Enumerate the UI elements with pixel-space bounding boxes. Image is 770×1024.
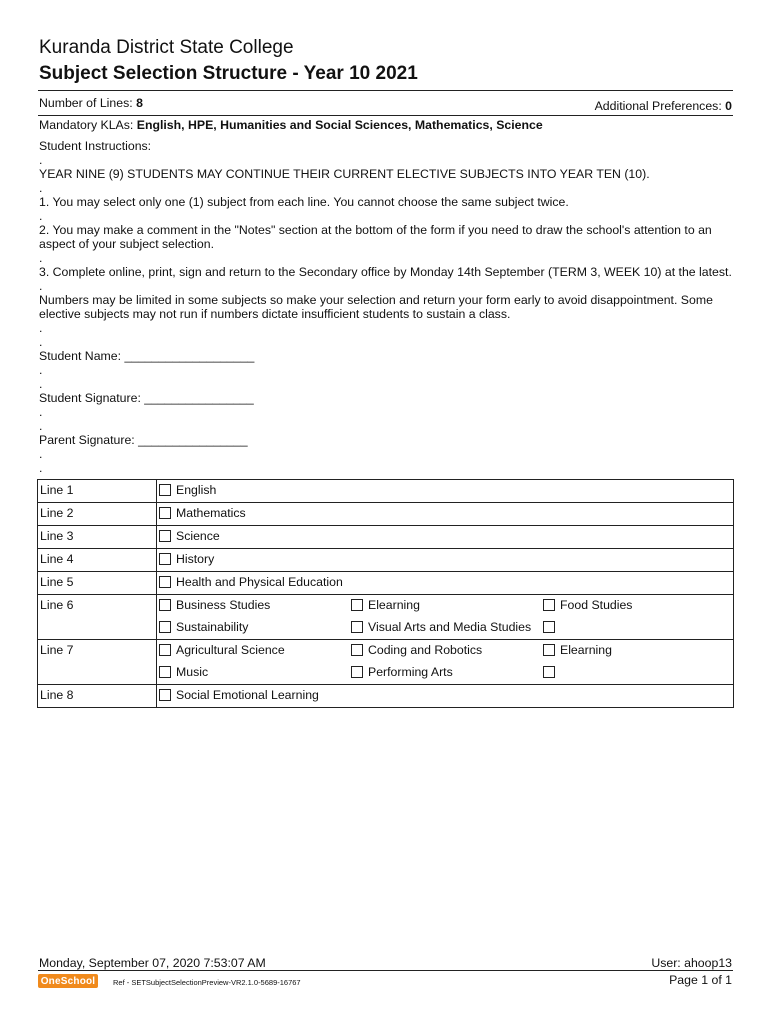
option-row — [157, 595, 733, 617]
subject-option[interactable] — [157, 685, 349, 707]
line-row — [38, 549, 734, 572]
header-rule — [38, 90, 733, 91]
subject-option[interactable] — [541, 662, 733, 684]
option-row — [157, 526, 733, 548]
subject-label: English — [176, 483, 217, 497]
line-options — [157, 549, 734, 572]
reference-code: Ref - SETSubjectSelectionPreview-VR2.1.0-5689-16767 — [113, 978, 301, 987]
subject-label: Sustainability — [176, 620, 249, 634]
line-options — [157, 480, 734, 503]
subject-grid — [37, 479, 734, 708]
line-options — [157, 572, 734, 595]
prefs-label: Additional Preferences: — [594, 99, 726, 113]
spacer-dot: . — [39, 377, 43, 391]
number-of-lines — [39, 96, 143, 110]
option-row — [157, 503, 733, 525]
instruction-line: 3. Complete online, print, sign and return to the Secondary office by Monday 14th September (TERM 3, WEEK 10) at the latest. — [39, 265, 732, 279]
line-options — [157, 595, 734, 640]
user-id: User: ahoop13 — [651, 956, 732, 970]
subject-option[interactable] — [157, 503, 349, 525]
option-row — [157, 640, 733, 662]
page-title: Subject Selection Structure - Year 10 2021 — [39, 63, 418, 84]
subject-label: Agricultural Science — [176, 643, 285, 657]
spacer-dot: . — [39, 335, 43, 349]
line-label: Line 5 — [38, 572, 157, 595]
spacer-dot: . — [39, 251, 43, 265]
spacer-dot: . — [39, 181, 43, 195]
option-row — [157, 572, 733, 594]
subject-label: Business Studies — [176, 598, 271, 612]
subject-option[interactable] — [157, 640, 349, 662]
summary-rule — [38, 115, 733, 116]
checkbox[interactable] — [159, 689, 171, 701]
instruction-line: 2. You may make a comment in the "Notes" section at the bottom of the form if you need to draw the school's attention to an aspect of your subject selection. — [39, 223, 712, 251]
subject-option[interactable] — [157, 617, 349, 639]
checkbox[interactable] — [159, 599, 171, 611]
option-row — [157, 549, 733, 571]
checkbox[interactable] — [543, 599, 555, 611]
spacer-dot: . — [39, 419, 43, 433]
instruction-line: Student Name: ___________________ — [39, 349, 255, 363]
checkbox[interactable] — [159, 576, 171, 588]
subject-label: Music — [176, 665, 209, 679]
subject-option[interactable] — [541, 595, 733, 617]
subject-option[interactable] — [157, 662, 349, 684]
checkbox[interactable] — [351, 599, 363, 611]
instruction-line: Student Signature: ________________ — [39, 391, 254, 405]
subject-option[interactable] — [157, 549, 349, 571]
subject-label: Elearning — [560, 643, 612, 657]
checkbox[interactable] — [543, 621, 555, 633]
line-row — [38, 572, 734, 595]
line-row — [38, 503, 734, 526]
subject-label: Performing Arts — [368, 665, 453, 679]
checkbox[interactable] — [351, 621, 363, 633]
line-options — [157, 526, 734, 549]
instruction-line: YEAR NINE (9) STUDENTS MAY CONTINUE THEIR CURRENT ELECTIVE SUBJECTS INTO YEAR TEN (10). — [39, 167, 650, 181]
line-row — [38, 685, 734, 708]
mandatory-klas — [39, 118, 543, 132]
kla-value: English, HPE, Humanities and Social Sciences, Mathematics, Science — [136, 118, 543, 132]
instruction-line: Numbers may be limited in some subjects so make your selection and return your form early to avoid disappointment. Some elective subjects may not run if numbers dictate insufficient students to sustain a class. — [39, 293, 713, 321]
option-row — [157, 617, 733, 639]
lines-label: Number of Lines: — [39, 96, 137, 110]
line-options — [157, 503, 734, 526]
subject-label: Coding and Robotics — [368, 643, 483, 657]
line-label: Line 7 — [38, 640, 157, 685]
subject-option[interactable] — [349, 662, 541, 684]
subject-option[interactable] — [157, 526, 349, 548]
prefs-value: 0 — [725, 99, 732, 113]
spacer-dot: . — [39, 209, 43, 223]
student-instructions — [39, 139, 733, 475]
line-label: Line 3 — [38, 526, 157, 549]
subject-label: Mathematics — [176, 506, 246, 520]
spacer-dot: . — [39, 461, 43, 475]
subject-option[interactable] — [157, 572, 349, 594]
spacer-dot: . — [39, 405, 43, 419]
subject-label: Food Studies — [560, 598, 633, 612]
subject-label: History — [176, 552, 215, 566]
line-options — [157, 685, 734, 708]
subject-option[interactable] — [541, 640, 733, 662]
print-date: Monday, September 07, 2020 7:53:07 AM — [39, 956, 266, 970]
subject-option[interactable] — [349, 595, 541, 617]
checkbox[interactable] — [159, 644, 171, 656]
kla-label: Mandatory KLAs: — [39, 118, 137, 132]
spacer-dot: . — [39, 447, 43, 461]
line-label: Line 8 — [38, 685, 157, 708]
line-options — [157, 640, 734, 685]
spacer-dot: . — [39, 153, 43, 167]
subject-option[interactable] — [541, 617, 733, 639]
checkbox[interactable] — [351, 644, 363, 656]
line-label: Line 1 — [38, 480, 157, 503]
subject-label: Elearning — [368, 598, 420, 612]
school-name: Kuranda District State College — [39, 37, 294, 58]
checkbox[interactable] — [543, 666, 555, 678]
line-label: Line 6 — [38, 595, 157, 640]
subject-option[interactable] — [157, 480, 349, 502]
checkbox[interactable] — [159, 666, 171, 678]
option-row — [157, 662, 733, 684]
line-row — [38, 640, 734, 685]
subject-option[interactable] — [157, 595, 349, 617]
subject-option[interactable] — [349, 640, 541, 662]
instruction-line: 1. You may select only one (1) subject from each line. You cannot choose the same subject twice. — [39, 195, 569, 209]
checkbox[interactable] — [543, 644, 555, 656]
checkbox[interactable] — [159, 553, 171, 565]
line-row — [38, 480, 734, 503]
footer-rule — [38, 970, 733, 971]
option-row — [157, 685, 733, 707]
line-label: Line 2 — [38, 503, 157, 526]
checkbox[interactable] — [351, 666, 363, 678]
page-number: Page 1 of 1 — [669, 973, 732, 987]
checkbox[interactable] — [159, 507, 171, 519]
spacer-dot: . — [39, 363, 43, 377]
spacer-dot: . — [39, 279, 43, 293]
spacer-dot: . — [39, 321, 43, 335]
additional-preferences — [595, 99, 732, 113]
oneschool-logo: OneSchool — [38, 974, 98, 988]
subject-label: Visual Arts and Media Studies — [368, 620, 532, 634]
instruction-line: Parent Signature: ________________ — [39, 433, 248, 447]
checkbox[interactable] — [159, 484, 171, 496]
subject-option[interactable] — [349, 617, 541, 639]
subject-label: Social Emotional Learning — [176, 688, 319, 702]
subject-label: Science — [176, 529, 220, 543]
checkbox[interactable] — [159, 621, 171, 633]
subject-label: Health and Physical Education — [176, 575, 343, 589]
lines-value: 8 — [136, 96, 143, 110]
instruction-line: Student Instructions: — [39, 139, 152, 153]
line-label: Line 4 — [38, 549, 157, 572]
checkbox[interactable] — [159, 530, 171, 542]
line-row — [38, 526, 734, 549]
option-row — [157, 480, 733, 502]
line-row — [38, 595, 734, 640]
